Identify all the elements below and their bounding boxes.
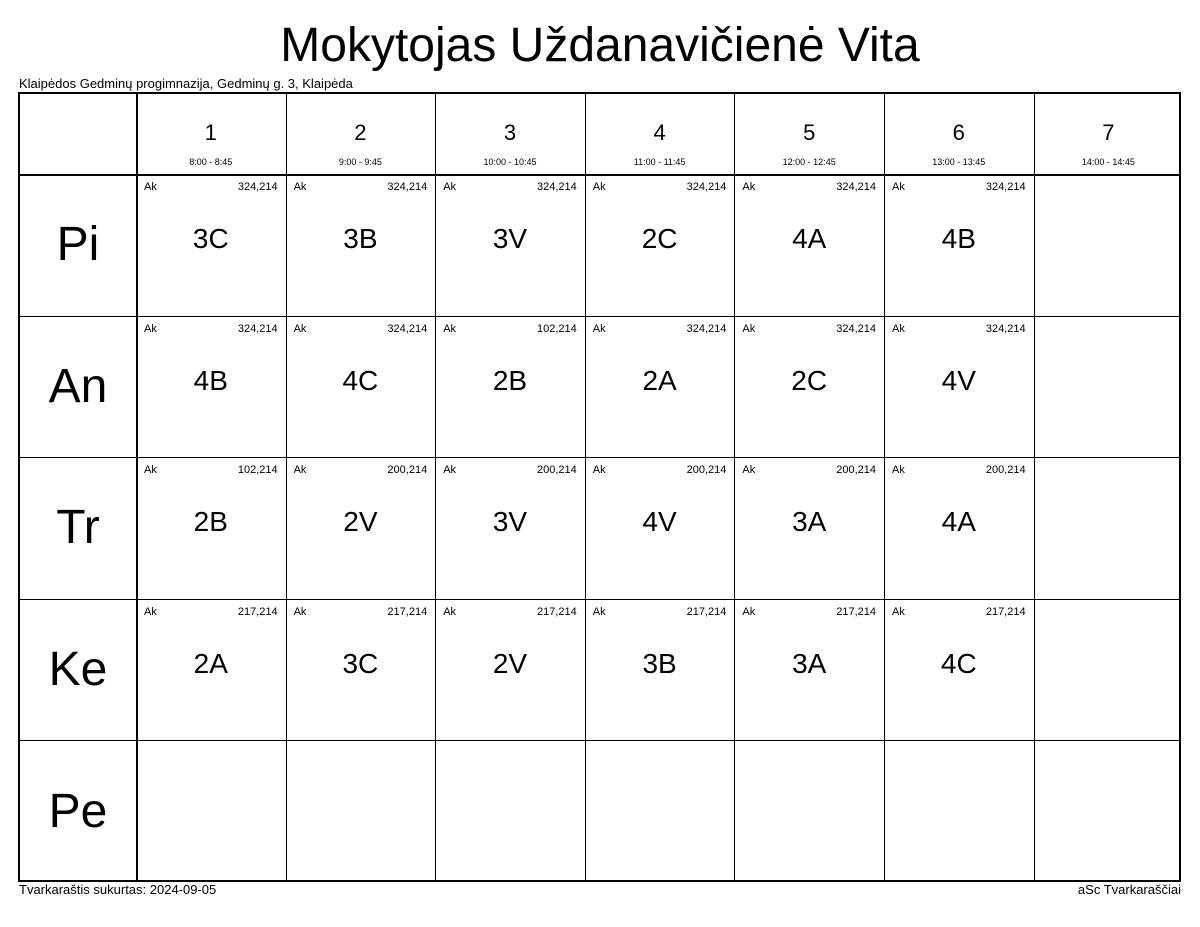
- lesson-room: 324,214: [387, 322, 428, 335]
- lesson-class: 3C: [192, 223, 229, 254]
- period-time: 8:00 - 8:45: [189, 157, 233, 167]
- lesson-room: 324,214: [836, 322, 876, 335]
- period-time: 13:00 - 13:45: [932, 157, 986, 167]
- lesson-cell: [585, 174, 735, 316]
- lesson-subject: Ak: [443, 464, 457, 477]
- timetable-grid: [18, 92, 1181, 882]
- lesson-subject: Ak: [144, 181, 157, 193]
- period-header: [136, 94, 286, 174]
- lesson-class: 4A: [792, 223, 827, 254]
- lesson-class: 4C: [940, 647, 977, 679]
- lesson-class: 3B: [642, 647, 677, 679]
- lesson-cell: [884, 599, 1034, 741]
- period-number: 5: [803, 120, 816, 145]
- lesson-room: 324,214: [686, 181, 727, 193]
- lesson-class: 2V: [492, 647, 528, 679]
- empty-cell: [1034, 599, 1184, 741]
- lesson-class: 2A: [193, 647, 228, 679]
- day-name: Tr: [56, 501, 100, 555]
- period-header: [585, 94, 735, 174]
- lesson-room: 200,214: [686, 464, 727, 477]
- lesson-room: 324,214: [985, 322, 1026, 335]
- period-time: 9:00 - 9:45: [338, 157, 382, 167]
- lesson-cell: [884, 316, 1034, 458]
- empty-cell: [435, 740, 585, 882]
- day-header: [20, 174, 136, 316]
- day-header: [20, 599, 136, 741]
- day-name: Ke: [48, 643, 108, 697]
- lesson-room: 102,214: [537, 322, 577, 335]
- empty-cell: [884, 740, 1034, 882]
- lesson-cell: [435, 316, 585, 458]
- created-date: Tvarkaraštis sukurtas: 2024-09-05: [19, 882, 217, 897]
- lesson-subject: Ak: [892, 322, 905, 335]
- lesson-subject: Ak: [293, 322, 307, 335]
- lesson-room: 324,214: [387, 181, 428, 193]
- empty-cell: [1034, 740, 1184, 882]
- period-time: 11:00 - 11:45: [633, 157, 686, 167]
- period-time: 14:00 - 14:45: [1081, 157, 1135, 167]
- lesson-room: 102,214: [237, 464, 278, 477]
- lesson-cell: [136, 457, 286, 599]
- period-header: [884, 94, 1034, 174]
- empty-cell: [1034, 316, 1184, 458]
- lesson-cell: [286, 599, 436, 741]
- lesson-cell: [734, 174, 884, 316]
- day-name: Pi: [56, 218, 100, 272]
- lesson-cell: [585, 457, 735, 599]
- lesson-cell: [286, 174, 436, 316]
- lesson-cell: [734, 599, 884, 741]
- empty-cell: [1034, 457, 1184, 599]
- period-number: 1: [204, 120, 217, 145]
- period-number: 4: [653, 120, 666, 145]
- lesson-class: 3A: [792, 506, 827, 538]
- lesson-room: 217,214: [387, 605, 428, 618]
- lesson-class: 4V: [642, 506, 677, 538]
- lesson-class: 3A: [792, 647, 827, 679]
- brand-label: aSc Tvarkaraščiai: [1077, 882, 1181, 897]
- lesson-room: 324,214: [985, 181, 1026, 193]
- lesson-subject: Ak: [592, 464, 606, 477]
- lesson-cell: [734, 316, 884, 458]
- lesson-room: 324,214: [237, 322, 278, 335]
- lesson-subject: Ak: [742, 181, 756, 193]
- lesson-room: 217,214: [836, 605, 876, 618]
- empty-cell: [734, 740, 884, 882]
- period-header: [435, 94, 585, 174]
- lesson-class: 2V: [343, 506, 378, 538]
- lesson-cell: [136, 599, 286, 741]
- empty-cell: [585, 740, 735, 882]
- lesson-cell: [435, 599, 585, 741]
- lesson-subject: Ak: [892, 464, 905, 477]
- lesson-class: 3B: [343, 223, 378, 254]
- period-number: 7: [1102, 120, 1115, 145]
- period-header: [286, 94, 436, 174]
- day-name: An: [48, 359, 108, 413]
- lesson-room: 217,214: [537, 605, 577, 618]
- period-time: 10:00 - 10:45: [483, 157, 537, 167]
- lesson-subject: Ak: [592, 605, 606, 618]
- lesson-subject: Ak: [144, 464, 157, 477]
- lesson-subject: Ak: [443, 322, 457, 335]
- empty-cell: [136, 740, 286, 882]
- lesson-cell: [136, 174, 286, 316]
- day-header: [20, 457, 136, 599]
- lesson-class: 3V: [492, 223, 528, 254]
- lesson-room: 324,214: [836, 181, 876, 193]
- lesson-class: 4B: [193, 364, 228, 396]
- lesson-subject: Ak: [742, 464, 756, 477]
- lesson-class: 3V: [492, 506, 528, 538]
- school-address: Klaipėdos Gedminų progimnazija, Gedminų g. 3, Klaipėda: [19, 76, 353, 91]
- lesson-subject: Ak: [144, 605, 157, 618]
- lesson-subject: Ak: [742, 605, 756, 618]
- empty-cell: [286, 740, 436, 882]
- period-time: 12:00 - 12:45: [782, 157, 836, 167]
- day-header: [20, 316, 136, 458]
- empty-cell: [1034, 174, 1184, 316]
- lesson-room: 324,214: [237, 181, 278, 193]
- day-name: Pe: [48, 784, 108, 838]
- lesson-class: 2C: [791, 364, 828, 396]
- lesson-class: 4C: [342, 364, 379, 396]
- lesson-cell: [435, 174, 585, 316]
- lesson-room: 324,214: [537, 181, 577, 193]
- lesson-subject: Ak: [293, 181, 307, 193]
- period-number: 3: [503, 120, 517, 145]
- lesson-room: 200,214: [836, 464, 876, 477]
- lesson-class: 2B: [193, 506, 228, 538]
- period-header: [734, 94, 884, 174]
- lesson-subject: Ak: [293, 605, 307, 618]
- lesson-class: 2A: [642, 364, 677, 396]
- lesson-subject: Ak: [742, 322, 756, 335]
- lesson-room: 200,214: [985, 464, 1026, 477]
- lesson-class: 4A: [941, 506, 976, 538]
- lesson-class: 4V: [941, 364, 976, 396]
- lesson-room: 324,214: [686, 322, 727, 335]
- lesson-subject: Ak: [892, 605, 905, 618]
- period-number: 6: [952, 120, 965, 145]
- lesson-cell: [136, 316, 286, 458]
- lesson-cell: [286, 457, 436, 599]
- lesson-class: 4B: [941, 223, 976, 254]
- lesson-subject: Ak: [592, 322, 606, 335]
- lesson-class: 3C: [342, 647, 379, 679]
- lesson-room: 200,214: [387, 464, 428, 477]
- lesson-cell: [884, 457, 1034, 599]
- period-number: 2: [354, 120, 367, 145]
- period-header: [1034, 94, 1184, 174]
- lesson-subject: Ak: [293, 464, 307, 477]
- lesson-cell: [286, 316, 436, 458]
- lesson-room: 217,214: [237, 605, 278, 618]
- lesson-cell: [734, 457, 884, 599]
- page-title: Mokytojas Uždanavičienė Vita: [280, 19, 920, 72]
- lesson-subject: Ak: [592, 181, 606, 193]
- lesson-subject: Ak: [892, 181, 905, 193]
- lesson-cell: [585, 599, 735, 741]
- lesson-class: 2C: [641, 223, 678, 254]
- lesson-subject: Ak: [144, 322, 157, 335]
- lesson-cell: [884, 174, 1034, 316]
- lesson-subject: Ak: [443, 605, 457, 618]
- lesson-room: 200,214: [537, 464, 577, 477]
- day-header: [20, 740, 136, 882]
- lesson-class: 2B: [492, 364, 528, 396]
- lesson-room: 217,214: [985, 605, 1026, 618]
- lesson-cell: [585, 316, 735, 458]
- lesson-room: 217,214: [686, 605, 727, 618]
- lesson-subject: Ak: [443, 181, 457, 193]
- lesson-cell: [435, 457, 585, 599]
